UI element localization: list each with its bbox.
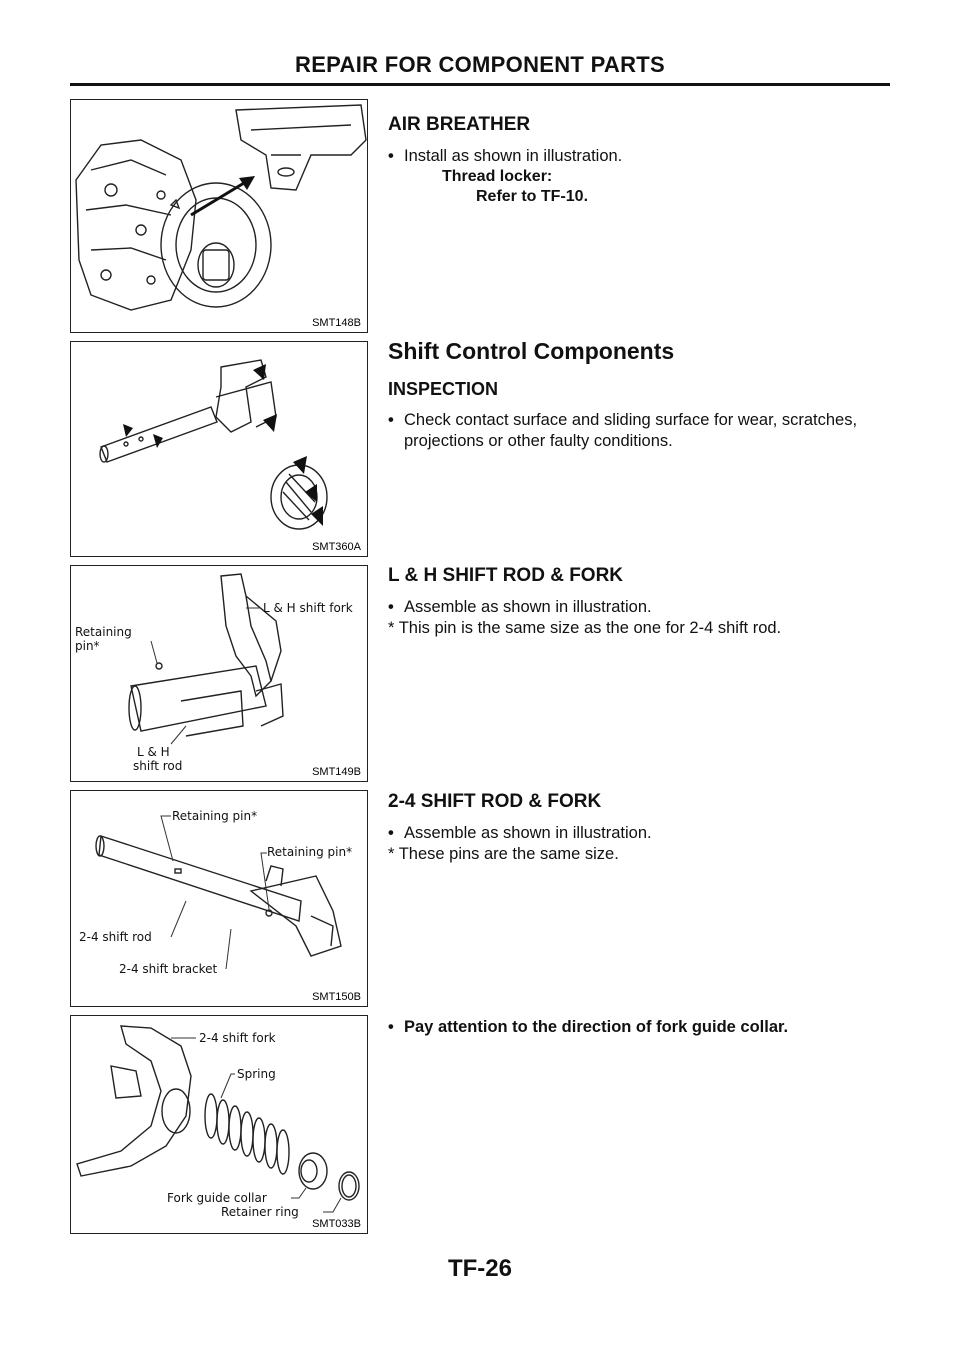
section-air-breather (388, 114, 898, 207)
section-title: AIR BREATHER (388, 114, 531, 135)
figure-air-breather (70, 99, 368, 333)
figure-code: SMT149B (312, 766, 361, 778)
section-24-shift (388, 791, 898, 865)
air-breather-illustration (71, 100, 367, 332)
bullet-item: • Assemble as shown in illustration. (388, 824, 652, 842)
figure-code: SMT148B (312, 317, 361, 329)
label-lh-rod-2: shift rod (133, 759, 183, 773)
lh-shift-illustration (71, 566, 367, 781)
label-retaining-pin-2: pin* (75, 639, 100, 653)
section-title: Shift Control Components (388, 338, 675, 364)
section-title: 2-4 SHIFT ROD & FORK (388, 791, 602, 812)
page-number: TF-26 (447, 1255, 512, 1282)
section-shift-control (388, 338, 898, 452)
note-text: * This pin is the same size as the one for 2-4 shift rod. (388, 619, 782, 637)
figure-code: SMT150B (312, 991, 361, 1003)
figure-lh-shift (70, 565, 368, 782)
section-lh-shift (388, 565, 898, 639)
label-retaining-pin-1: Retaining (75, 625, 132, 639)
bullet-item: • Pay attention to the direction of fork guide collar. (388, 1018, 789, 1036)
label-lh-rod-1: L & H (137, 745, 170, 759)
bullet-item: • Assemble as shown in illustration. (388, 598, 652, 616)
note-text: * These pins are the same size. (388, 845, 619, 863)
label-24-fork: 2-4 shift fork (199, 1031, 276, 1045)
header-rule (70, 83, 890, 86)
shift-24-illustration (71, 791, 367, 1006)
spec-label: Thread locker: (442, 168, 553, 185)
section-fork-collar (388, 1017, 898, 1038)
bullet-item: • Check contact surface and sliding surface for wear, scratches, projections or other faulty conditions. (388, 411, 858, 450)
bullet-icon: • (388, 1018, 394, 1036)
label-24-bracket: 2-4 shift bracket (119, 962, 218, 976)
fork-collar-illustration (71, 1016, 367, 1233)
section-title: L & H SHIFT ROD & FORK (388, 565, 624, 586)
bullet-icon: • (388, 598, 394, 616)
label-spring: Spring (237, 1067, 276, 1081)
figure-code: SMT360A (312, 541, 361, 553)
label-24-rod: 2-4 shift rod (79, 930, 152, 944)
label-lh-fork: L & H shift fork (263, 601, 353, 615)
bullet-icon: • (388, 147, 394, 165)
label-retaining-pin-b: Retaining pin* (267, 845, 353, 859)
page-header: REPAIR FOR COMPONENT PARTS (295, 52, 665, 77)
bullet-item: • Install as shown in illustration. (388, 147, 623, 165)
bullet-icon: • (388, 824, 394, 842)
bullet-icon: • (388, 411, 394, 429)
label-fork-guide-collar: Fork guide collar (167, 1191, 267, 1205)
label-retainer-ring: Retainer ring (221, 1205, 299, 1219)
figure-shift-components (70, 341, 368, 557)
spec-value: Refer to TF-10. (476, 188, 589, 205)
section-subtitle: INSPECTION (388, 379, 499, 399)
shift-components-illustration (71, 342, 367, 556)
figure-code: SMT033B (312, 1218, 361, 1230)
label-retaining-pin-a: Retaining pin* (172, 809, 258, 823)
figure-fork-collar (70, 1015, 368, 1234)
figure-24-shift (70, 790, 368, 1007)
